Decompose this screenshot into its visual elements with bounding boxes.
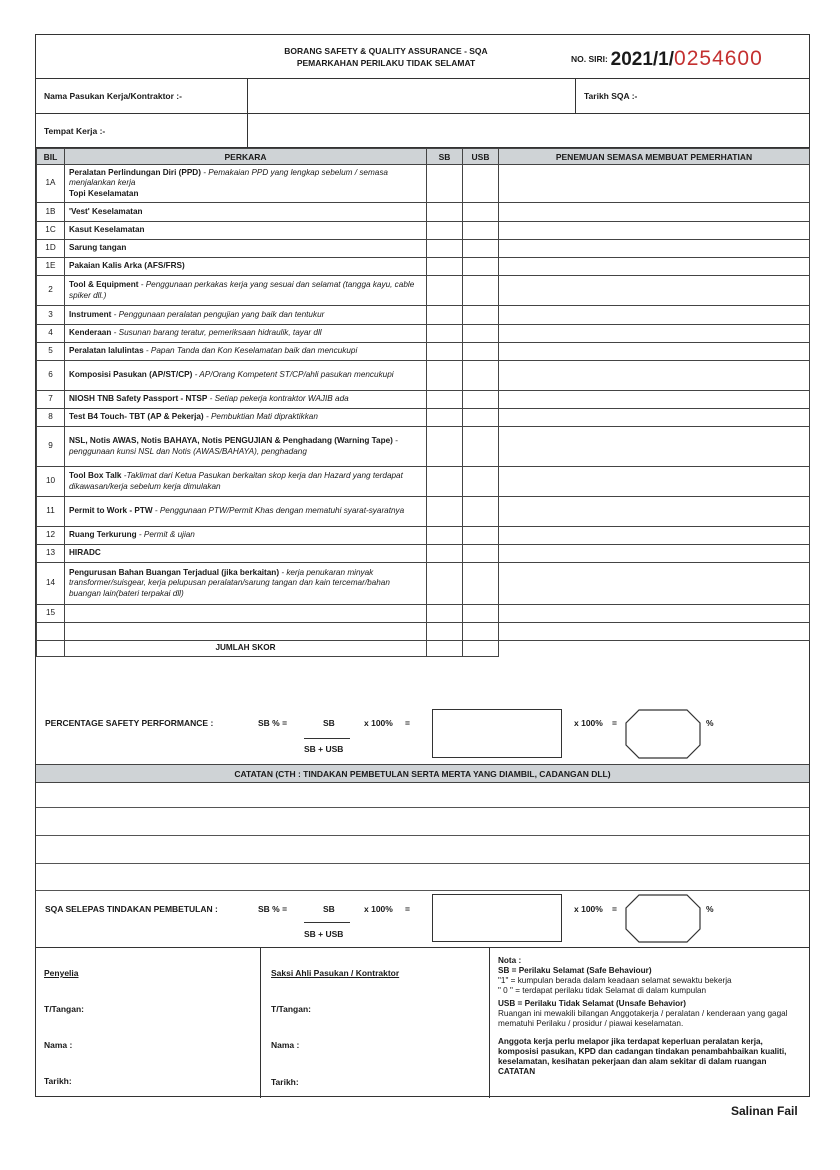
row-perkara — [65, 222, 427, 240]
row-bil: 7 — [37, 391, 65, 409]
row-perkara — [65, 240, 427, 258]
row-bil: 1A — [37, 165, 65, 203]
table-row — [37, 165, 810, 203]
performance-x100b: x 100% — [574, 718, 603, 728]
nama-label-cell — [36, 79, 248, 113]
form-title — [236, 45, 536, 69]
after-x100b: x 100% — [574, 904, 603, 914]
penemuan-cell[interactable] — [499, 222, 810, 240]
performance-denominator: SB + USB — [304, 744, 344, 754]
sb-cell[interactable] — [427, 258, 463, 276]
row-perkara — [65, 276, 427, 306]
row-perkara — [65, 527, 427, 545]
catatan-line — [36, 863, 809, 864]
usb-cell[interactable] — [463, 623, 499, 641]
serial-value: 0254600 — [674, 47, 763, 70]
row-perkara-desc: - Pembuktian Mati dipraktikkan — [203, 412, 318, 422]
row-bil: 11 — [37, 497, 65, 527]
row-perkara-title: Kenderaan — [69, 328, 112, 338]
row-perkara — [65, 427, 427, 467]
usb-cell[interactable] — [463, 409, 499, 427]
performance-eq: = — [405, 718, 410, 728]
catatan-heading: CATATAN (CTH : TINDAKAN PEMBETULAN SERTA MERTA YANG DIAMBIL, CADANGAN DLL) — [36, 764, 809, 783]
row-perkara-title: Peralatan lalulintas — [69, 346, 144, 356]
usb-cell[interactable] — [463, 391, 499, 409]
info-row-nama — [36, 79, 809, 114]
table-row — [37, 343, 810, 361]
sb-cell[interactable] — [427, 222, 463, 240]
row-bil — [37, 623, 65, 641]
salinan-fail-label: Salinan Fail — [731, 1104, 798, 1118]
row-perkara-subitem: Topi Keselamatan — [69, 188, 139, 198]
row-perkara-title: NSL, Notis AWAS, Notis BAHAYA, Notis PENGUJIAN & Penghadang (Warning Tape) — [69, 436, 393, 445]
usb-cell[interactable] — [463, 203, 499, 222]
penemuan-cell[interactable] — [499, 427, 810, 467]
row-bil: 1B — [37, 203, 65, 222]
usb-cell[interactable] — [463, 605, 499, 623]
tempat-field[interactable] — [248, 114, 809, 147]
row-perkara-desc: - Permit & ujian — [136, 530, 195, 540]
penemuan-cell[interactable] — [499, 545, 810, 563]
table-row — [37, 276, 810, 306]
row-bil: 10 — [37, 467, 65, 497]
title-line-1: BORANG SAFETY & QUALITY ASSURANCE - SQA — [284, 46, 488, 56]
after-x100: x 100% — [364, 904, 393, 914]
row-bil: 2 — [37, 276, 65, 306]
table-row — [37, 361, 810, 391]
table-row — [37, 563, 810, 605]
row-perkara-title: Peralatan Perlindungan Diri (PPD) — [69, 167, 201, 177]
nota-block — [498, 956, 804, 1077]
row-bil: 6 — [37, 361, 65, 391]
row-bil: 1C — [37, 222, 65, 240]
row-perkara-title: Sarung tangan — [69, 243, 127, 253]
penyelia-ttangan[interactable]: T/Tangan: — [44, 1004, 84, 1014]
row-perkara — [65, 563, 427, 605]
row-perkara-title: 'Vest' Keselamatan — [69, 206, 143, 216]
row-perkara-desc: - Setiap pekerja kontraktor WAJIB ada — [207, 394, 349, 404]
usb-cell[interactable] — [463, 545, 499, 563]
row-perkara — [65, 306, 427, 325]
info-row-tempat — [36, 114, 809, 148]
row-perkara-desc: - Penggunaan PTW/Permit Khas dengan mematuhi syarat-syaratnya — [152, 506, 405, 516]
usb-description: Ruangan ini mewakili bilangan Anggotakerja / peralatan / kenderaan yang gagal mematuhi Perilaku / prosidur / piawai keselamatan. — [498, 1009, 788, 1028]
sb-cell[interactable] — [427, 361, 463, 391]
sb-cell[interactable] — [427, 343, 463, 361]
after-label: SQA SELEPAS TINDAKAN PEMBETULAN : — [45, 904, 218, 914]
checklist-table — [36, 148, 810, 657]
usb-cell[interactable] — [463, 222, 499, 240]
table-row — [37, 222, 810, 240]
row-bil: 12 — [37, 527, 65, 545]
col-penemuan: PENEMUAN SEMASA MEMBUAT PEMERHATIAN — [499, 149, 810, 165]
row-perkara-desc: -Taklimat dari Ketua Pasukan berkaitan skop kerja dan Hazard yang terdapat dikawasan/kerja sebelum kerja dimulakan — [69, 471, 403, 491]
sb-cell[interactable] — [427, 409, 463, 427]
sb-cell[interactable] — [427, 563, 463, 605]
jumlah-sb-cell[interactable] — [427, 641, 463, 657]
row-perkara-desc: - Penggunaan peralatan pengujian yang baik dan tentukur — [111, 309, 325, 319]
row-perkara-title: HIRADC — [69, 548, 101, 558]
serial-prefix: 2021/1/ — [610, 49, 675, 70]
row-bil: 13 — [37, 545, 65, 563]
after-section — [36, 884, 809, 947]
table-row — [37, 240, 810, 258]
after-octagon-box[interactable] — [625, 894, 701, 943]
row-bil: 8 — [37, 409, 65, 427]
row-bil: 1E — [37, 258, 65, 276]
sb-definition: SB = Perilaku Selamat (Safe Behaviour) — [498, 966, 652, 975]
row-perkara-desc: - AP/Orang Kompetent ST/CP/ahli pasukan mencukupi — [192, 370, 394, 380]
row-perkara — [65, 343, 427, 361]
jumlah-bil-cell — [37, 641, 65, 657]
penyelia-nama[interactable]: Nama : — [44, 1040, 73, 1050]
row-perkara-desc: - Penggunaan perkakas kerja yang sesuai dan selamat (tangga kayu, cable spiker dll.) — [69, 280, 415, 300]
table-row — [37, 605, 810, 623]
table-row — [37, 527, 810, 545]
row-perkara — [65, 165, 427, 203]
penemuan-cell[interactable] — [499, 623, 810, 641]
col-perkara: PERKARA — [65, 149, 427, 165]
row-perkara-title: Instrument — [69, 309, 112, 319]
fraction-line — [304, 922, 350, 923]
tempat-label-cell — [36, 114, 248, 147]
sb-cell[interactable] — [427, 276, 463, 306]
sb-cell[interactable] — [427, 545, 463, 563]
footer-section — [36, 947, 809, 1097]
performance-result-box[interactable] — [432, 709, 562, 758]
row-perkara-title: Pakaian Kalis Arka (AFS/FRS) — [69, 261, 185, 271]
jumlah-usb-cell[interactable] — [463, 641, 499, 657]
penyelia-title: Penyelia — [44, 968, 79, 978]
performance-label: PERCENTAGE SAFETY PERFORMANCE : — [45, 718, 214, 728]
after-result-box[interactable] — [432, 894, 562, 942]
row-perkara-desc: - kerja penukaran minyak transformer/suisgear, kerja pelupusan peralatan/sarung tangan dan kain tercemar/bahan buangan lain(bateri terpakai dll) — [69, 567, 390, 598]
table-row — [37, 258, 810, 276]
usb-cell[interactable] — [463, 361, 499, 391]
sb-cell[interactable] — [427, 391, 463, 409]
row-perkara — [65, 409, 427, 427]
fraction-line — [304, 738, 350, 739]
performance-x100: x 100% — [364, 718, 393, 728]
usb-cell[interactable] — [463, 325, 499, 343]
penyelia-column — [36, 948, 261, 1098]
row-perkara-title: Pengurusan Bahan Buangan Terjadual (jika berkaitan) — [69, 567, 280, 577]
sb-cell[interactable] — [427, 325, 463, 343]
usb-cell[interactable] — [463, 527, 499, 545]
row-perkara — [65, 325, 427, 343]
sb-one-meaning: "1" = kumpulan berada dalam keadaan selamat sewaktu bekerja — [498, 976, 732, 985]
nota-title: Nota : — [498, 956, 522, 965]
jumlah-skor-label: JUMLAH SKOR — [65, 641, 427, 657]
usb-definition: USB = Perilaku Tidak Selamat (Unsafe Behavior) — [498, 999, 687, 1008]
row-perkara — [65, 467, 427, 497]
row-perkara — [65, 203, 427, 222]
row-perkara-title: Permit to Work - PTW — [69, 506, 153, 516]
performance-eq2: = — [612, 718, 617, 728]
row-bil: 4 — [37, 325, 65, 343]
nama-label: Nama Pasukan Kerja/Kontraktor :- — [44, 91, 182, 101]
catatan-line — [36, 807, 809, 808]
sb-cell[interactable] — [427, 306, 463, 325]
penemuan-cell[interactable] — [499, 361, 810, 391]
sb-zero-meaning: " 0 " = terdapat perilaku tidak Selamat di dalam kumpulan — [498, 986, 707, 995]
performance-section — [36, 698, 809, 764]
row-perkara — [65, 258, 427, 276]
penemuan-cell[interactable] — [499, 203, 810, 222]
performance-octagon-box[interactable] — [625, 709, 701, 759]
usb-cell[interactable] — [463, 563, 499, 605]
penyelia-tarikh[interactable]: Tarikh: — [44, 1076, 72, 1086]
table-row — [37, 391, 810, 409]
catatan-area[interactable] — [36, 783, 809, 891]
usb-cell[interactable] — [463, 497, 499, 527]
after-sb-pct: SB % = — [258, 904, 288, 914]
col-usb: USB — [463, 149, 499, 165]
sb-cell[interactable] — [427, 203, 463, 222]
sb-cell[interactable] — [427, 427, 463, 467]
penemuan-cell[interactable] — [499, 240, 810, 258]
usb-cell[interactable] — [463, 343, 499, 361]
sb-cell[interactable] — [427, 605, 463, 623]
nama-field[interactable] — [248, 79, 576, 113]
table-row — [37, 427, 810, 467]
saksi-tarikh[interactable]: Tarikh: — [271, 1077, 299, 1087]
row-perkara-title: Komposisi Pasukan (AP/ST/CP) — [69, 370, 193, 380]
col-sb: SB — [427, 149, 463, 165]
usb-cell[interactable] — [463, 276, 499, 306]
tarikh-label: Tarikh SQA :- — [584, 91, 638, 101]
penemuan-cell[interactable] — [499, 409, 810, 427]
penemuan-cell[interactable] — [499, 165, 810, 203]
row-perkara-title: Tool & Equipment — [69, 280, 139, 289]
sb-cell[interactable] — [427, 240, 463, 258]
penemuan-cell[interactable] — [499, 325, 810, 343]
table-row — [37, 203, 810, 222]
sqa-form — [35, 34, 810, 1097]
table-row — [37, 409, 810, 427]
usb-cell[interactable] — [463, 427, 499, 467]
sb-cell[interactable] — [427, 467, 463, 497]
row-perkara — [65, 391, 427, 409]
performance-pct: % — [706, 718, 714, 728]
penemuan-cell[interactable] — [499, 343, 810, 361]
usb-cell[interactable] — [463, 467, 499, 497]
penemuan-cell[interactable] — [499, 276, 810, 306]
serial-label: NO. SIRI: — [571, 54, 608, 64]
tarikh-field[interactable] — [576, 79, 809, 113]
row-bil: 15 — [37, 605, 65, 623]
serial-number — [571, 47, 763, 71]
row-bil: 9 — [37, 427, 65, 467]
after-denominator: SB + USB — [304, 929, 344, 939]
table-row — [37, 623, 810, 641]
table-row — [37, 325, 810, 343]
row-perkara — [65, 497, 427, 527]
row-perkara — [65, 545, 427, 563]
saksi-title: Saksi Ahli Pasukan / Kontraktor — [271, 968, 400, 978]
after-eq2: = — [612, 904, 617, 914]
row-perkara — [65, 605, 427, 623]
row-perkara-desc: -penggunaan kunsi NSL dan Notis (AWAS/BAHAYA), penghadang — [69, 436, 398, 456]
penemuan-cell[interactable] — [499, 563, 810, 605]
table-row — [37, 467, 810, 497]
penemuan-cell[interactable] — [499, 258, 810, 276]
usb-cell[interactable] — [463, 258, 499, 276]
row-perkara-title: Kasut Keselamatan — [69, 225, 145, 235]
row-bil: 5 — [37, 343, 65, 361]
row-perkara — [65, 623, 427, 641]
penemuan-cell[interactable] — [499, 306, 810, 325]
catatan-line — [36, 835, 809, 836]
row-perkara-title: Ruang Terkurung — [69, 530, 137, 540]
row-perkara-title: Tool Box Talk — [69, 471, 122, 480]
usb-cell[interactable] — [463, 240, 499, 258]
usb-cell[interactable] — [463, 165, 499, 203]
penemuan-cell[interactable] — [499, 391, 810, 409]
penemuan-cell[interactable] — [499, 527, 810, 545]
row-bil: 1D — [37, 240, 65, 258]
row-perkara — [65, 361, 427, 391]
jumlah-penemuan-cell — [499, 641, 810, 657]
saksi-column — [261, 948, 490, 1098]
row-bil: 14 — [37, 563, 65, 605]
tempat-label: Tempat Kerja :- — [44, 125, 106, 136]
penemuan-cell[interactable] — [499, 497, 810, 527]
after-pct: % — [706, 904, 714, 914]
table-row — [37, 545, 810, 563]
row-perkara-desc: - Pemakaian PPD yang lengkap sebelum / semasa menjalankan kerja — [69, 167, 388, 188]
row-perkara-title: Test B4 Touch- TBT (AP & Pekerja) — [69, 412, 204, 422]
table-header-row — [37, 149, 810, 165]
form-header — [36, 35, 809, 79]
row-bil: 3 — [37, 306, 65, 325]
table-row — [37, 497, 810, 527]
performance-numerator: SB — [323, 718, 335, 728]
row-perkara-title: NIOSH TNB Safety Passport - NTSP — [69, 394, 208, 404]
saksi-ttangan[interactable]: T/Tangan: — [271, 1004, 311, 1014]
penemuan-cell[interactable] — [499, 467, 810, 497]
usb-cell[interactable] — [463, 306, 499, 325]
table-row — [37, 306, 810, 325]
after-numerator: SB — [323, 904, 335, 914]
sb-cell[interactable] — [427, 497, 463, 527]
jumlah-row — [37, 641, 810, 657]
sb-cell[interactable] — [427, 527, 463, 545]
sb-cell[interactable] — [427, 165, 463, 203]
col-bil: BIL — [37, 149, 65, 165]
title-line-2: PEMARKAHAN PERILAKU TIDAK SELAMAT — [296, 58, 476, 68]
anggota-note: Anggota kerja perlu melapor jika terdapat keperluan peralatan kerja, komposisi pasukan, KPD dan cadangan tindakan penambahbaikan kualiti, keselamatan, kesihatan pekerjaan dan alam sekitar di dalam ruangan CATATAN — [498, 1037, 787, 1076]
saksi-nama[interactable]: Nama : — [271, 1040, 300, 1050]
sb-cell[interactable] — [427, 623, 463, 641]
row-perkara-desc: - Susunan barang teratur, pemeriksaan hidraulik, tayar dll — [111, 328, 322, 338]
after-eq: = — [405, 904, 410, 914]
penemuan-cell[interactable] — [499, 605, 810, 623]
performance-sb-pct: SB % = — [258, 718, 288, 728]
row-perkara-desc: - Papan Tanda dan Kon Keselamatan baik dan mencukupi — [143, 346, 358, 356]
